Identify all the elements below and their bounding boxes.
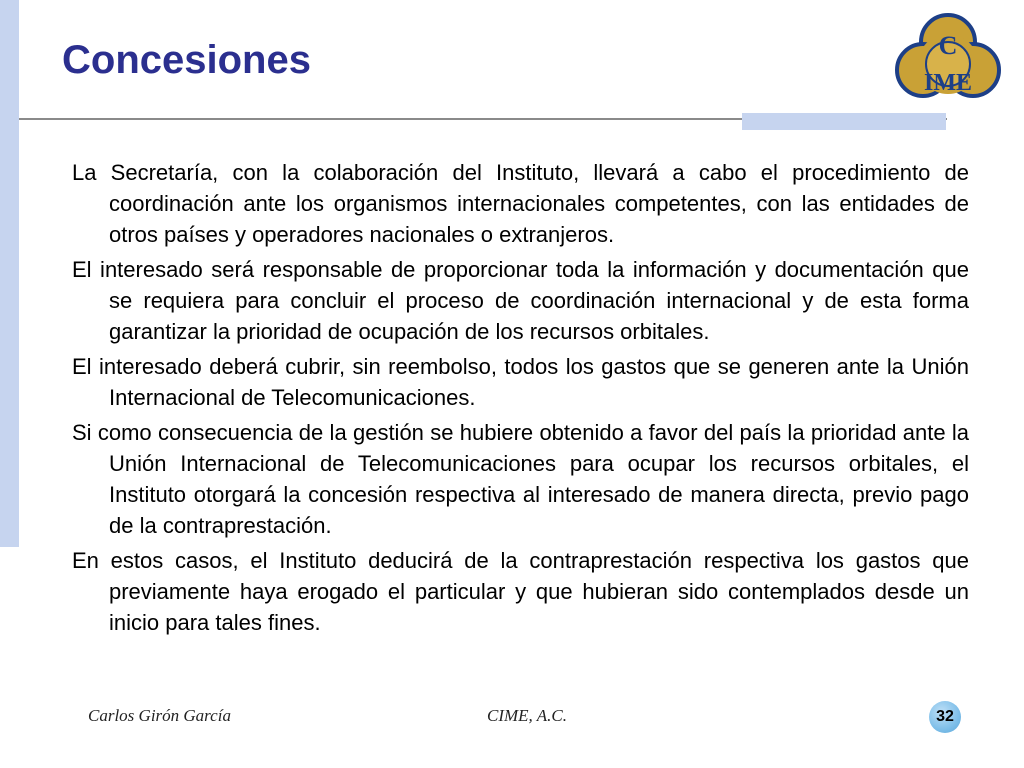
paragraph-1: La Secretaría, con la colaboración del Instituto, llevará a cabo el procedimiento de coordinación ante los organismos internacionales competentes, con las entidades de otros países y operadores nacionales o extranjeros. <box>72 160 969 247</box>
cime-logo <box>895 12 1001 108</box>
paragraph-5: En estos casos, el Instituto deducirá de la contraprestación respectiva los gastos que previamente haya erogado el particular y que hubieran sido contemplados desde un inicio para tales fines. <box>72 548 969 635</box>
footer-organization: CIME, A.C. <box>487 706 567 725</box>
divider-accent-block <box>742 113 946 130</box>
slide-title: Concesiones <box>62 38 311 82</box>
footer-author: Carlos Girón García <box>88 706 231 725</box>
page-number-badge: 32 <box>929 701 961 733</box>
slide-body <box>72 157 969 642</box>
logo-letter-c: C <box>938 31 958 60</box>
paragraph-4: Si como consecuencia de la gestión se hubiere obtenido a favor del país la prioridad ante la Unión Internacional de Telecomunicaciones para ocupar los recursos orbitales, el Instituto otorgará la concesión respectiva al interesado de manera directa, previo pago de la contraprestación. <box>72 420 969 538</box>
paragraph-3: El interesado deberá cubrir, sin reembolso, todos los gastos que se generen ante la Unión Internacional de Telecomunicaciones. <box>72 354 969 410</box>
left-accent-bar <box>0 0 19 547</box>
logo-letters-ime: IME <box>924 70 972 96</box>
paragraph-2: El interesado será responsable de proporcionar toda la información y documentación que se requiera para concluir el proceso de coordinación internacional y de esta forma garantizar la prioridad de ocupación de los recursos orbitales. <box>72 257 969 344</box>
